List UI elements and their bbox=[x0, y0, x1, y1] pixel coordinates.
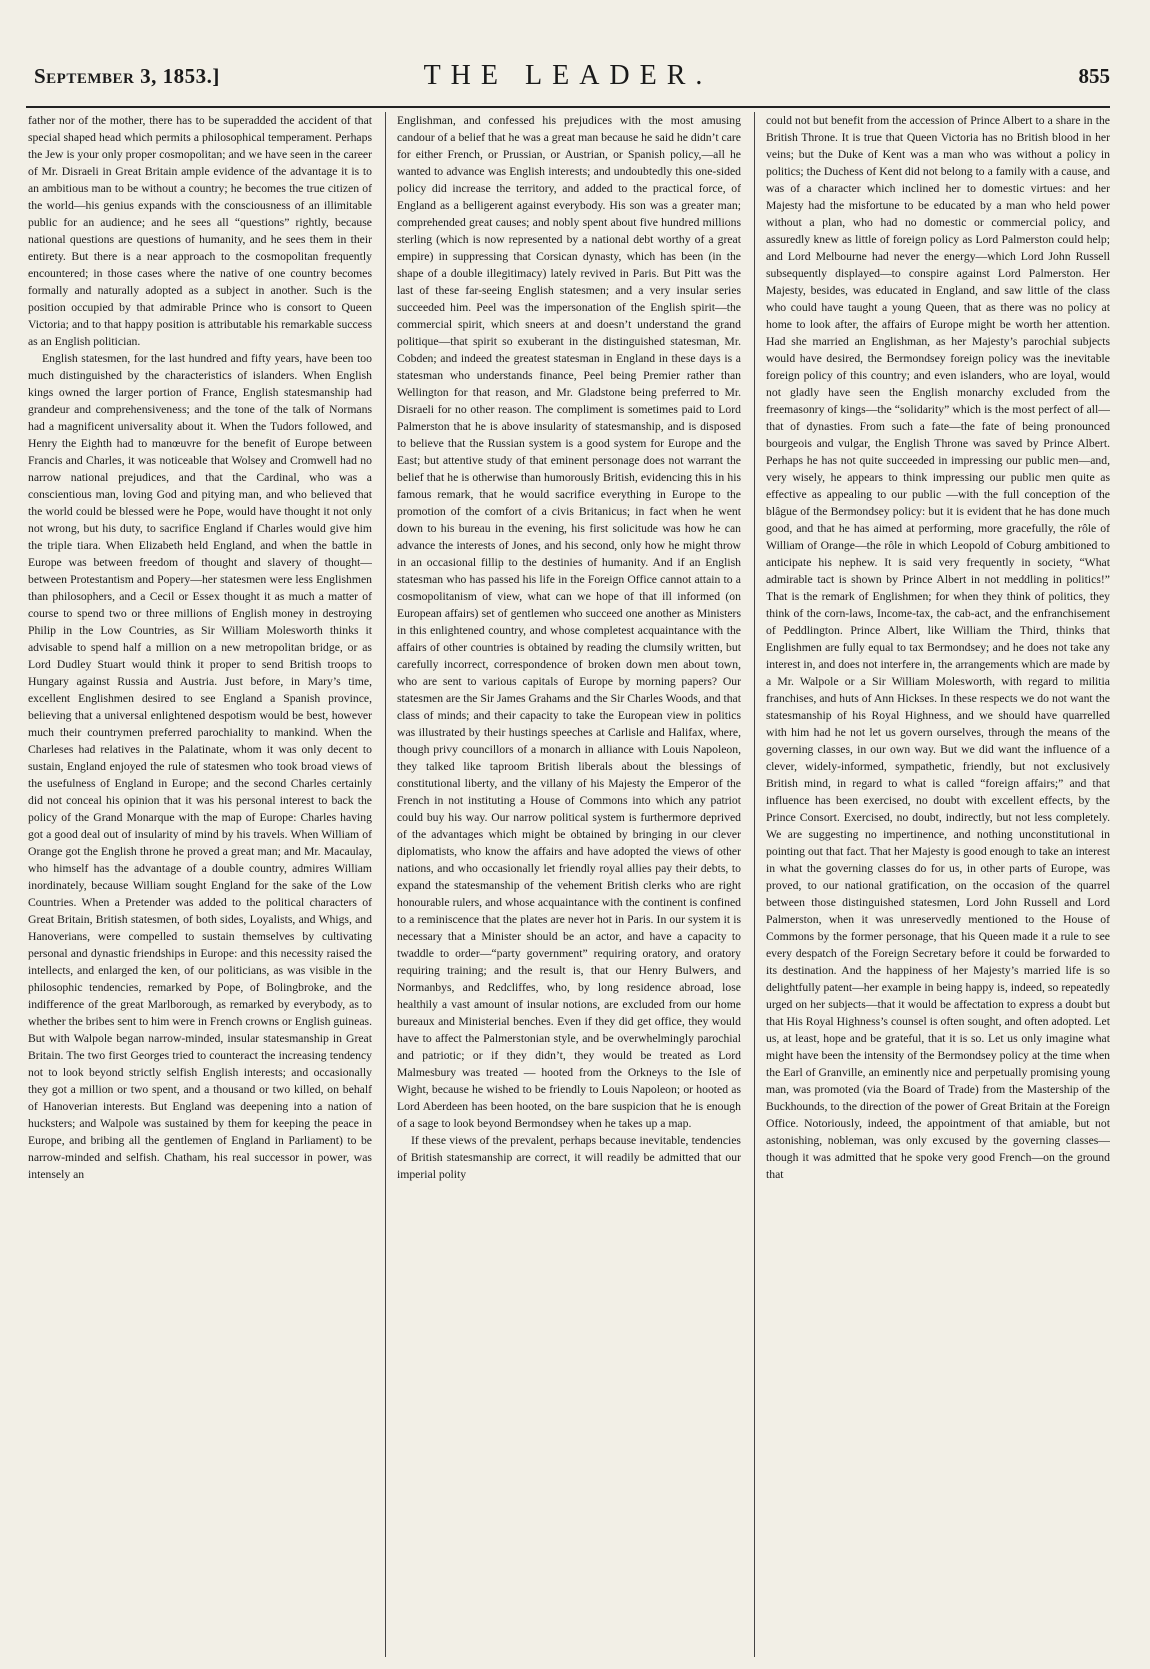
paragraph: Englishman, and confessed his prejudices with the most amusing candour of a belief that he was a great man because he said he didn’t care for either French, or Prussian, or Austrian, or Spanish policy,—all he wanted to advance was English interests; and undoubtedly this one-sided policy did increase the territory, and added to the practical force, of England as a belligerent against everybody. His son was a greater man; comprehended great causes; and nobly spent about five hundred millions sterling (which is now represented by a national debt worthy of a great empire) in suppressing that Corsican dynasty, which has been (in the shape of a double illegitimacy) lately revived in Paris. But Pitt was the last of these far-seeing English statesmen; and a very insular series succeeded him. Peel was the impersonation of the English spirit—the commercial spirit, which sneers at and doesn’t understand the grand politique—that spirit so exuberant in the distinguished statesman, Mr. Cobden; and indeed the greatest statesman in England in these days is a statesman who understands finance, Peel being Premier rather than Wellington for that reason, and Mr. Gladstone being preferred to Mr. Disraeli for no other reason. The compliment is sometimes paid to Lord Palmerston that he is above insularity of statesmanship, and is disposed to believe that the Russian system is a good system for Europe and the East; but attentive study of that eminent personage does not warrant the belief that he is otherwise than humorously British, evidencing this in his famous remark, that he would sacrifice everything in Europe to the promotion of the comfort of a civis Britanicus; in fact when he went down to his bureau in the evening, his first solicitude was how he can advance the interests of Jones, and his second, only how he might throw in an occasional fillip to the destinies of humanity. And if an English statesman who has passed his life in the Foreign Office cannot attain to a cosmopolitanism of view, what can we hope of that ill informed (on European affairs) set of gentlemen who succeed one another as Ministers in this enlightened country, and whose completest acquaintance with the affairs of other countries is obtained by reading the clumsily written, but carefully incorrect, correspondence of broken down men about town, who are sent to various capitals of Europe by morning papers? Our statesmen are the Sir James Grahams and the Sir Charles Woods, and that class of minds; and their capacity to take the European view in politics was illustrated by their hustings speeches at Carlisle and Halifax, where, though privy councillors of a monarch in alliance with Louis Napoleon, they talked like taproom British liberals about the blessings of constitutional liberty, and the villany of his Majesty the Emperor of the French in not instituting a House of Commons into which any patriot could buy his way. Our narrow political system is furthermore deprived of the advantages which might be obtained by bringing in our clever diplomatists, who know the affairs and have adopted the views of other nations, and who occasionally let friendly royal allies pay their debts, to expand the statesmanship of the vehement British clerks who are right honourable rulers, and whose acquaintance with the continent is confined to a reminiscence that the plates are never hot in Paris. In our system it is necessary that a Minister should be an actor, and have a capacity to twaddle to order—“party government” requiring oratory, and oratory requiring training; and the result is, that our Henry Bulwers, and Normanbys, and Redcliffes, who, by long residence abroad, lose healthily a vast amount of insular notions, are excluded from our home bureaux and Ministerial benches. Even if they did get office, they would have to affect the Palmerstonian style, and be overwhelmingly parochial and patriotic; or if they didn’t, they would be treated as Lord Malmesbury was treated — hooted from the Orkneys to the Isle of Wight, because he wished to be friendly to Louis Napoleon; or hooted as Lord Aberdeen has been hooted, on the bare suspicion that he is enough of a sage to look beyond Bermondsey when he takes up a map. bbox=[397, 114, 741, 1130]
column-divider bbox=[754, 112, 755, 1657]
article-body bbox=[28, 112, 1110, 1657]
paragraph: father nor of the mother, there has to be superadded the accident of that special shaped head which permits a philosophical temperament. Perhaps the Jew is your only proper cosmopolitan; and we have seen in the career of Mr. Disraeli in Great Britain ample evidence of the advantage it is to an ambitious man to be without a country; he becomes the true citizen of the world—his genius expands with the consciousness of an illimitable public for an audience; and he sees all “questions” rightly, because national questions are questions of humanity, and he sees them in their entirety. But there is a near approach to the cosmopolitan frequently encountered; in those cases where the native of one country becomes formally and naturally adopted as a subject in another. Such is the position occupied by that admirable Prince who is consort to Queen Victoria; and to that happy position is attributable his remarkable success as an English politician. bbox=[28, 114, 372, 348]
header-rule bbox=[26, 106, 1110, 108]
page-header bbox=[26, 60, 1110, 110]
issue-date: September 3, 1853.] bbox=[34, 64, 220, 88]
masthead-title: THE LEADER. bbox=[423, 60, 713, 91]
column-2 bbox=[397, 112, 741, 1657]
page-number: 855 bbox=[1078, 64, 1110, 88]
paragraph: English statesmen, for the last hundred and fifty years, have been too much distinguished by the characteristics of islanders. When English kings owned the larger portion of France, English statesmanship had grandeur and comprehensiveness; and the tone of the talk of Normans had a magnificent universality about it. When the Tudors followed, and Henry the Eighth had to manœuvre for the benefit of Europe between Francis and Charles, it was noticeable that Wolsey and Cromwell had no narrow national prejudices, and that the Cardinal, who was a conscientious man, loving God and pitying man, and who believed that the world could be blessed were he Pope, would have thought it not only not wrong, but his duty, to sacrifice England if Charles would give him the triple tiara. When Elizabeth held England, and when the battle in Europe was between freedom of thought and slavery of thought—between Protestantism and Popery—her statesmen were less Englishmen than philosophers, and a Cecil or Essex thought it as much a matter of course to spend two or three millions of English money in destroying Philip in the Low Countries, as Sir William Molesworth thinks it advisable to spend half a million on a new metropolitan bridge, or as Lord Dudley Stuart would think it proper to send British troops to Hungary against Russia and Austria. Just before, in Mary’s time, excellent Englishmen desired to see England a Spanish province, believing that a universal enlightened despotism would be best, however much their countrymen preferred parochiality to mankind. When the Charleses had relatives in the Palatinate, whom it was only decent to sustain, England enjoyed the rule of statesmen who took broad views of the usefulness of England in Europe; and the second Charles certainly did not conceal his opinion that it was his personal interest to back the policy of the Grand Monarque with the map of Europe: Charles having got a good deal out of insularity of mind by his travels. When William of Orange got the English throne he proved a great man; and Mr. Macaulay, who himself has the advantage of a double country, admires William inordinately, because William sought England for the sake of the Low Countries. When a Pretender was added to the political characters of Great Britain, British statesmen, of both sides, Loyalists, and Whigs, and Hanoverians, were compelled to sustain themselves by cultivating personal and dynastic friendships in Europe: and this necessity raised the intellects, and enlarged the ken, of our politicians, as was visible in the philosophic tendencies, remarked by Pope, of Bolingbroke, and the indifference of the great Marlborough, as remarked by everybody, as to whether the bribes sent to him were in French crowns or English guineas. But with Walpole began narrow-minded, insular statesmanship in Great Britain. The two first Georges tried to counteract the increasing tendency not to look beyond strictly selfish English interests; and occasionally they got a million or two spent, and a thousand or two killed, on behalf of Hanoverian interests. But England was deepening into a nation of hucksters; and Walpole was sustained by them for keeping the peace in Europe, and bribing all the gentlemen of England in Parliament) to be narrow-minded and selfish. Chatham, his real successor in power, was intensely an bbox=[28, 352, 372, 1181]
column-divider bbox=[385, 112, 386, 1657]
column-3 bbox=[766, 112, 1110, 1657]
paragraph: If these views of the prevalent, perhaps because inevitable, tendencies of British statesmanship are correct, it will readily be admitted that our imperial polity bbox=[397, 1134, 741, 1181]
column-1 bbox=[28, 112, 372, 1657]
paragraph: could not but benefit from the accession of Prince Albert to a share in the British Throne. It is true that Queen Victoria has no British blood in her veins; but the Duke of Kent was a man who was without a policy in politics; the Duchess of Kent did not belong to a family with a cause, and was of a character which inclined her to domestic virtues: and her Majesty had the misfortune to be educated by a man who held power without a plan, who had no domestic or commercial policy, and assuredly knew as little of foreign policy as Lord Palmerston could help; and Lord Melbourne had never the energy—which Lord John Russell subsequently displayed—to conspire against Lord Palmerston. Her Majesty, besides, was educated in England, and saw little of the class who could have taught a young Queen, that as there was no policy at home to look after, the affairs of Europe might be worth her attention. Had she married an Englishman, as her Majesty’s parochial subjects would have desired, the Bermondsey foreign policy was the inevitable foreign policy of this country; and even islanders, who are loyal, would not gladly have seen the English monarchy excluded from the freemasonry of kings—the “solidarity” which is the most perfect of all—that of dynasties. From such a fate—the fate of being pronounced bourgeois and vulgar, the English Throne was saved by Prince Albert. Perhaps he has not quite succeeded in impressing our public men—and, very wisely, he appears to think impressing our public men quite as effective as appealing to our public —with the full conception of the blâgue of the Bermondsey policy: but it is evident that he has done much good, and that he has aimed at performing, more gracefully, the rôle of William of Orange—the rôle in which Leopold of Coburg ambitioned to anticipate his nephew. It is said very frequently in society, “What admirable tact is shown by Prince Albert in not meddling in politics!” That is the remark of Englishmen; for when they think of politics, they think of the corn-laws, Income-tax, the cab-act, and the enfranchisement of Peddlington. Prince Albert, like William the Third, thinks that Englishmen are fully equal to tax Bermondsey; and he does not take any interest in, and does not interfere in, the arrangements which are made by a Mr. Walpole or a Sir William Molesworth, with regard to militia franchises, and huts of Ann Hickses. In these respects we do not want the statesmanship of his Royal Highness, and we should have quarrelled with him had he not let us govern ourselves, through the means of the governing classes, in our own way. But we did want the influence of a clever, widely-informed, sympathetic, friendly, but not exclusively British mind, in regard to what is called “foreign affairs;” and that influence has been exercised, no doubt with excellent effects, by the Prince Consort. Exercised, no doubt, indirectly, but not less completely. We are suggesting no impertinence, and nothing unconstitutional in pointing out that fact. That her Majesty is good enough to take an interest in what the governing classes do for us, in other parts of Europe, was proved, to our national gratification, on the occasion of the quarrel between those distinguished statesmen, Lord John Russell and Lord Palmerston, when it was unreservedly mentioned to the House of Commons by the former personage, that his Queen made it a rule to see every despatch of the Foreign Secretary before it could be forwarded to its destination. And the happiness of her Majesty’s married life is so delightfully patent—her example in being happy is, indeed, so repeatedly urged on her subjects—that it would be affectation to express a doubt but that His Royal Highness’s counsel is often sought, and often adopted. Let us, at least, hope and be grateful, that it is so. Let us only imagine what might have been the intensity of the Bermondsey policy at the time when the Earl of Granville, an eminently nice and perpetually promising young man, was promoted (via the Board of Trade) from the Mastership of the Buckhounds, to the direction of the power of Great Britain at the Foreign Office. Notoriously, indeed, the appointment of that amiable, but not astonishing, nobleman, was only excused by the governing classes—though it was admitted that he spoke very good French—on the ground that bbox=[766, 114, 1110, 1181]
